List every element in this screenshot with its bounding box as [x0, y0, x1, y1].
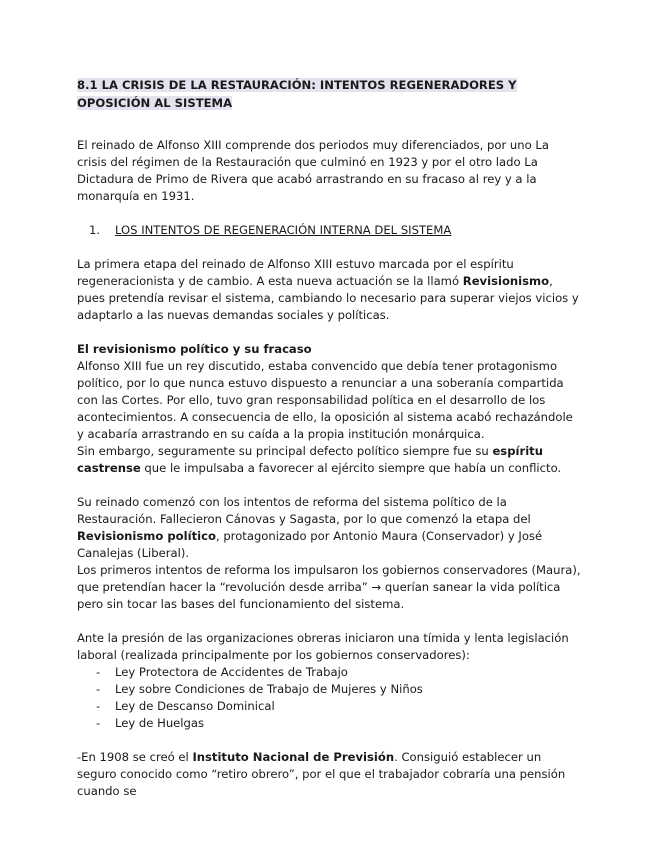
paragraph-legislacion: Ante la presión de las organizaciones obreras iniciaron una tímida y lenta legislación laboral (realizada principalmente por los gobiernos conservadores): — [77, 631, 569, 662]
paragraph-revisionismo: La primera etapa del reinado de Alfonso XIII estuvo marcada por el espíritu regeneracionista y de cambio. A esta nueva actuación se la llamó Revisionismo, pues pretendía revisar el sistema, cambiando lo necesario para superar viejos vicios y adaptarlo a las nuevas demandas sociales y políticas. — [77, 257, 579, 322]
bold-term: Instituto Nacional de Previsión — [192, 750, 395, 764]
laws-list — [77, 664, 582, 732]
section-heading-1 — [77, 222, 582, 239]
paragraph-defecto: Sin embargo, seguramente su principal defecto político siempre fue su espíritu castrense que le impulsaba a favorecer al ejército siempre que había un conflicto. — [77, 444, 562, 475]
list-item: - Ley de Huelgas — [96, 716, 205, 730]
page-title: 8.1 LA CRISIS DE LA RESTAURACIÓN: INTENTOS REGENERADORES Y OPOSICIÓN AL SISTEMA — [77, 78, 517, 110]
title-block — [77, 76, 582, 112]
list-item: - Ley de Descanso Dominical — [96, 699, 275, 713]
list-item: - Ley Protectora de Accidentes de Trabajo — [96, 665, 348, 679]
bold-term: Revisionismo — [462, 274, 550, 288]
paragraph-reinado: Su reinado comenzó con los intentos de reforma del sistema político de la Restauración. Fallecieron Cánovas y Sagasta, por lo que comenzó la etapa del Revisionismo político, protagonizado por Antonio Maura (Conservador) y José Canalejas (Liberal). — [77, 495, 543, 560]
bold-term: Revisionismo político — [77, 529, 216, 543]
subheading: El revisionismo político y su fracaso — [77, 342, 312, 356]
paragraph-maura: Los primeros intentos de reforma los impulsaron los gobiernos conservadores (Maura), que pretendían hacer la “revolución desde arriba” → querían sanear la vida política pero sin tocar las bases del funcionamiento del sistema. — [77, 563, 581, 611]
paragraph-alfonso: Alfonso XIII fue un rey discutido, estaba convencido que debía tener protagonismo político, por lo que nunca estuvo dispuesto a renunciar a una soberanía compartida con las Cortes. Por ello, tuvo gran responsabilidad política en el desarrollo de los acontecimientos. A consecuencia de ello, la oposición al sistema acabó rechazándole y acabaría arrastrando en su caída a la propia institución monárquica. — [77, 359, 573, 441]
document-body — [77, 76, 582, 800]
list-item: - Ley sobre Condiciones de Trabajo de Mujeres y Niños — [96, 682, 423, 696]
section-title: LOS INTENTOS DE REGENERACIÓN INTERNA DEL SISTEMA — [115, 223, 452, 237]
paragraph-instituto: -En 1908 se creó el Instituto Nacional de Previsión. Consiguió establecer un seguro conocido como “retiro obrero”, por el que el trabajador cobraría una pensión cuando se — [77, 750, 566, 798]
intro-paragraph: El reinado de Alfonso XIII comprende dos periodos muy diferenciados, por uno La crisis del régimen de la Restauración que culminó en 1923 y por el otro lado La Dictadura de Primo de Rivera que acabó arrastrando en su fracaso al rey y a la monarquía en 1931. — [77, 138, 549, 203]
bold-term: espíritu castrense — [77, 444, 543, 475]
section-number: 1. — [89, 223, 101, 237]
